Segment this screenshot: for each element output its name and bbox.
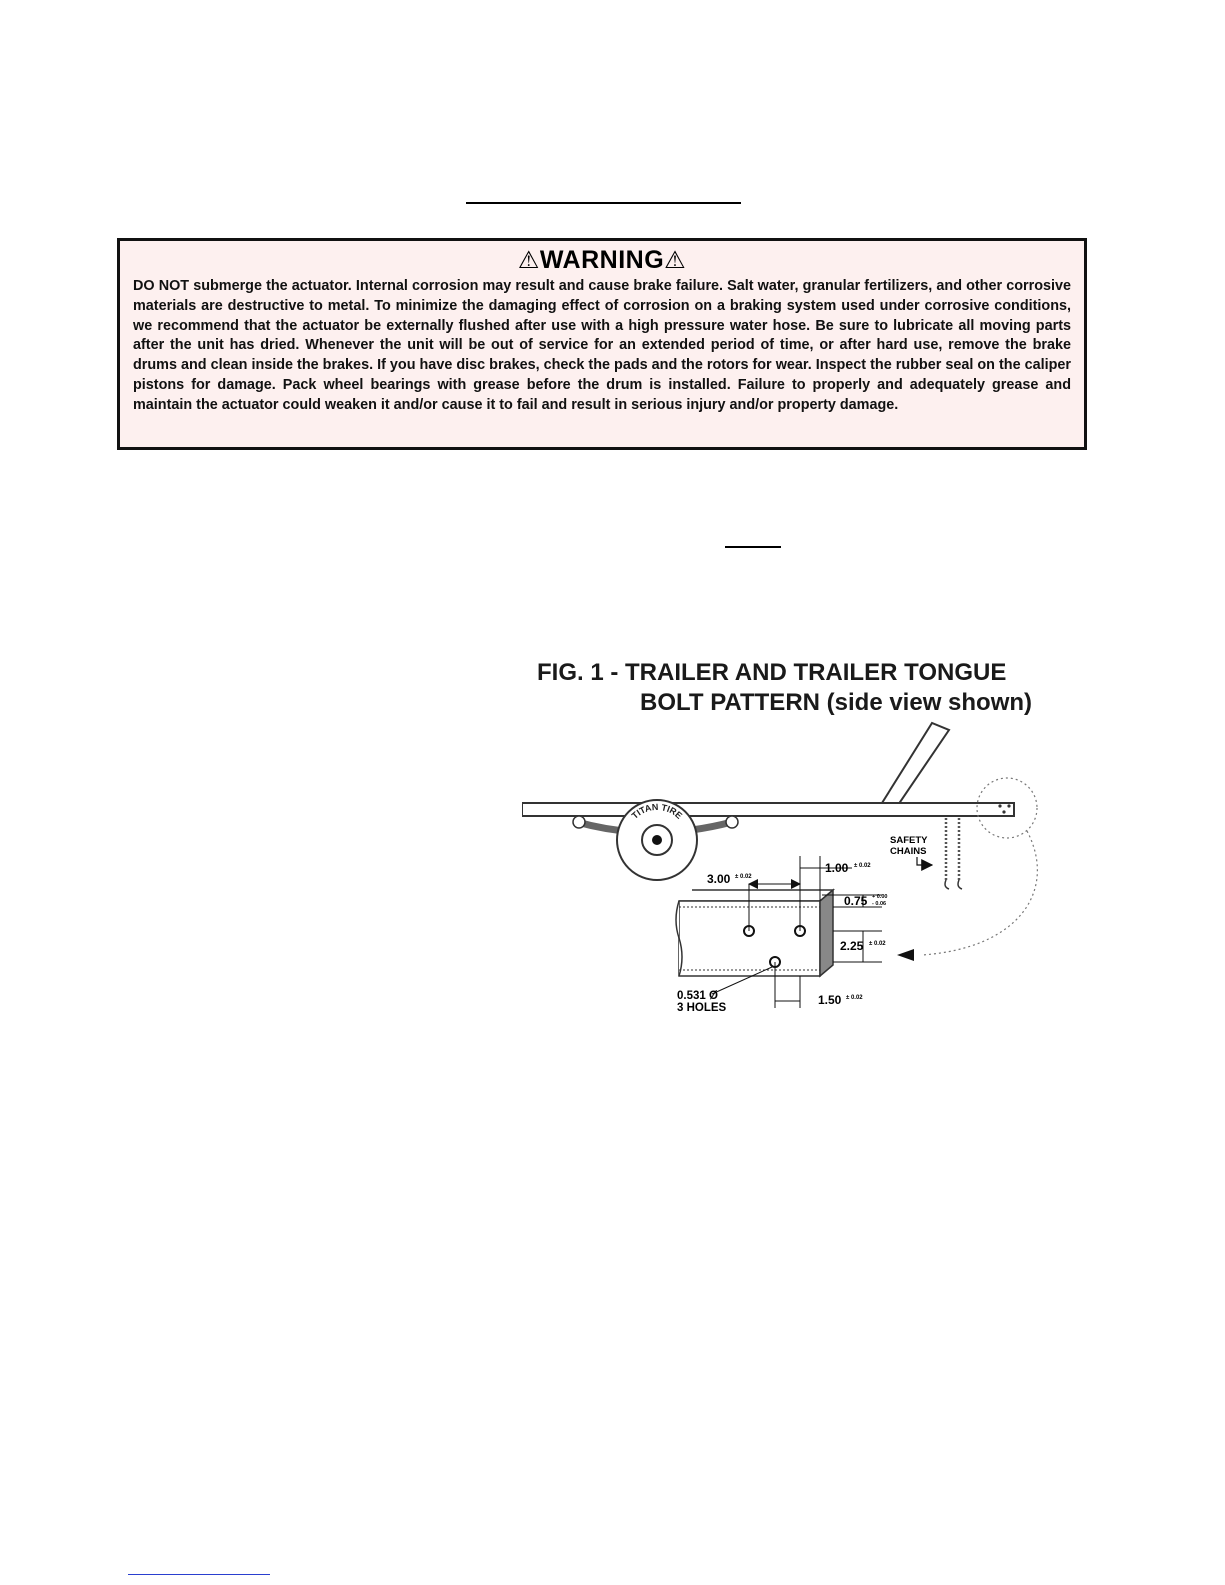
dim-2-25: 2.25 [840, 939, 864, 953]
tol-2-25: ± 0.02 [869, 941, 886, 947]
tol-3-00: ± 0.02 [735, 874, 752, 880]
titan-tire [617, 800, 697, 880]
warning-title [120, 245, 1084, 275]
warning-text: DO NOT submerge the actuator. Internal corrosion may result and cause brake failure. Salt water, granular fertilizers, and other corrosive materials are destructive to metal. To minimize the damaging effect of corrosion on a braking system used under corrosive conditions, we recommend that the actuator be externally flushed after use with a high pressure water hose. Be sure to lubricate all moving parts after the unit has dried. Whenever the unit will be out of service for an extended period of time, or after hard use, remove the brake drums and clean inside the brakes. If you have disc brakes, check the pads and the rotors for wear. Inspect the rubber seal on the caliper pistons for damage. Pack wheel bearings with grease before the drum is installed. Failure to properly and adequately grease and maintain the actuator could weaken it and/or cause it to fail and result in serious injury and/or property damage. [133, 278, 1071, 413]
tol-1-50: ± 0.02 [846, 995, 863, 1001]
tol-1-00: ± 0.02 [854, 863, 871, 869]
warning-title-text: WARNING [539, 246, 665, 274]
safety-chains [890, 818, 962, 889]
dim-1-00: 1.00 [825, 861, 849, 875]
dim-3-00: 3.00 [707, 872, 731, 886]
warning-box [117, 238, 1087, 450]
tire-label: TITAN TIRE [629, 801, 685, 821]
trailer-diagram [522, 658, 1062, 1028]
warning-triangle-icon: ⚠ [664, 247, 687, 274]
chains-label-2: CHAINS [890, 846, 927, 857]
title-underline [466, 202, 741, 204]
chains-label-1: SAFETY [890, 835, 928, 846]
trailer-frame [522, 803, 1014, 816]
trailer-tongue [882, 723, 949, 805]
figure-title-line-2: BOLT PATTERN (side view shown) [640, 689, 1033, 716]
figure-1 [522, 658, 1062, 1028]
hole-diameter: 0.531 Ø [677, 990, 718, 1002]
section-underline [725, 546, 781, 548]
tol-0-75-top: + 0.00 [872, 894, 888, 900]
dim-0-75: 0.75 [844, 894, 868, 908]
footer-link-underline [128, 1574, 270, 1575]
tol-0-75-bottom: - 0.06 [872, 901, 887, 907]
warning-triangle-icon: ⚠ [517, 247, 540, 274]
figure-title-line-1: FIG. 1 - TRAILER AND TRAILER TONGUE [537, 659, 1007, 686]
dim-1-50: 1.50 [818, 993, 842, 1007]
hole-count: 3 HOLES [677, 1002, 727, 1014]
